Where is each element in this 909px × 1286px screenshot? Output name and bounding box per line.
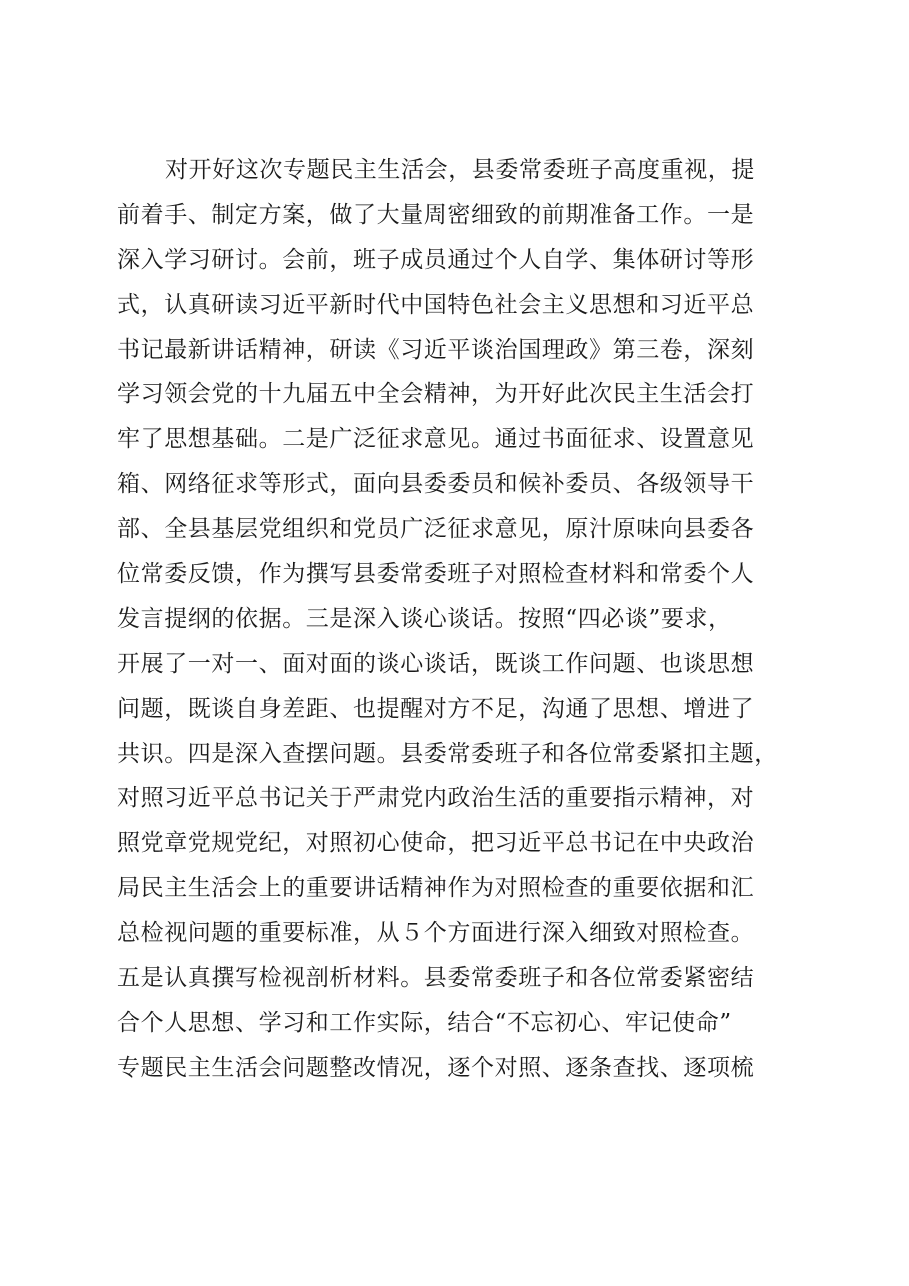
paragraph-line: 学习领会党的十九届五中全会精神，为开好此次民主生活会打 <box>117 381 755 408</box>
paragraph-line: 发言提纲的依据。三是深入谈心谈话。按照“四必谈”要求， <box>117 605 732 632</box>
paragraph-line: 问题，既谈自身差距、也提醒对方不足，沟通了思想、增进了 <box>117 695 755 722</box>
paragraph-line: 五是认真撰写检视剖析材料。县委常委班子和各位常委紧密结 <box>117 965 755 992</box>
paragraph-line: 对开好这次专题民主生活会，县委常委班子高度重视，提 <box>165 157 755 183</box>
paragraph-line: 牢了思想基础。二是广泛征求意见。通过书面征求、设置意见 <box>117 426 755 453</box>
paragraph-line: 位常委反馈，作为撰写县委常委班子对照检查材料和常委个人 <box>117 561 755 588</box>
paragraph-line: 总检视问题的重要标准，从５个方面进行深入细致对照检查。 <box>117 920 755 947</box>
paragraph-line: 局民主生活会上的重要讲话精神作为对照检查的重要依据和汇 <box>117 875 755 902</box>
paragraph-line: 合个人思想、学习和工作实际，结合“不忘初心、牢记使命” <box>117 1009 732 1036</box>
paragraph-line: 前着手、制定方案，做了大量周密细致的前期准备工作。一是 <box>117 201 755 228</box>
body-paragraph <box>117 148 807 1091</box>
paragraph-line: 专题民主生活会问题整改情况，逐个对照、逐条查找、逐项梳 <box>117 1054 755 1081</box>
paragraph-line: 深入学习研讨。会前，班子成员通过个人自学、集体研讨等形 <box>117 246 755 273</box>
paragraph-line: 式，认真研读习近平新时代中国特色社会主义思想和习近平总 <box>117 291 755 318</box>
paragraph-line: 书记最新讲话精神，研读《习近平谈治国理政》第三卷，深刻 <box>117 336 755 363</box>
paragraph-line: 照党章党规党纪，对照初心使命，把习近平总书记在中央政治 <box>117 830 755 857</box>
paragraph-line: 对照习近平总书记关于严肃党内政治生活的重要指示精神，对 <box>117 785 755 812</box>
paragraph-line: 开展了一对一、面对面的谈心谈话，既谈工作问题、也谈思想 <box>117 650 755 677</box>
paragraph-line: 箱、网络征求等形式，面向县委委员和候补委员、各级领导干 <box>117 471 755 498</box>
paragraph-line: 共识。四是深入查摆问题。县委常委班子和各位常委紧扣主题， <box>117 740 778 767</box>
paragraph-line: 部、全县基层党组织和党员广泛征求意见，原汁原味向县委各 <box>117 516 755 543</box>
